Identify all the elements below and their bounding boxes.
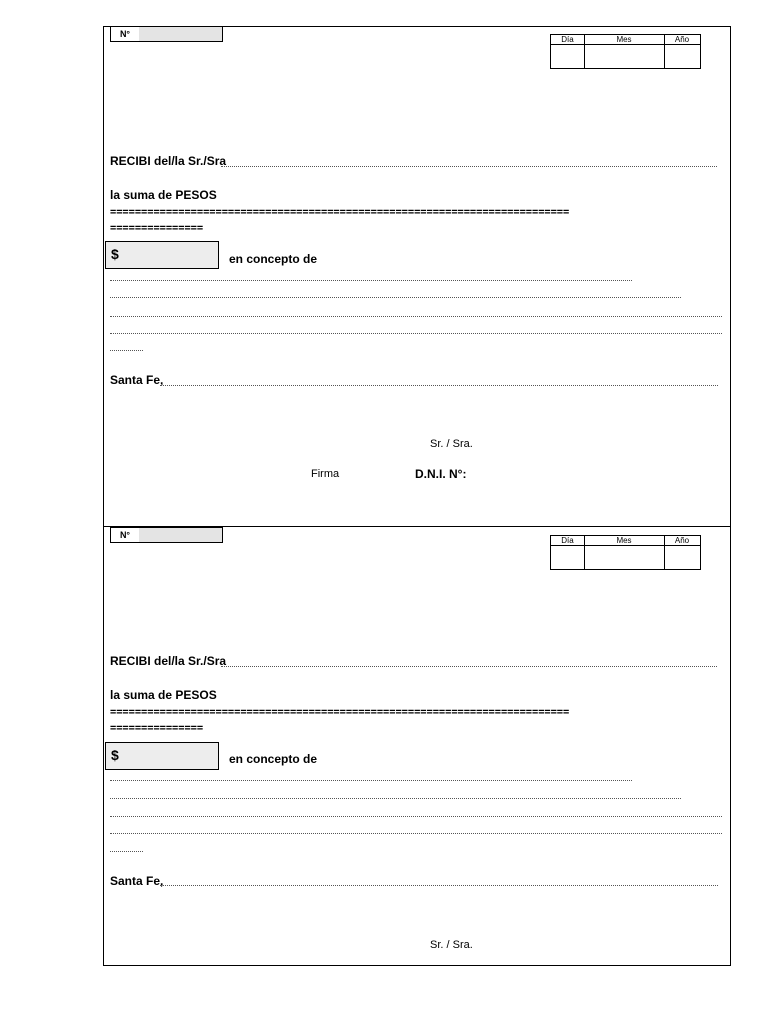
amount-equals-line: ===============	[110, 722, 204, 734]
concept-line[interactable]	[110, 833, 722, 834]
date-month-header: Mes	[584, 536, 664, 546]
concept-line[interactable]	[110, 798, 681, 799]
concept-line[interactable]	[110, 350, 143, 351]
concept-line[interactable]	[110, 280, 632, 281]
amount-equals-line: ===============	[110, 222, 204, 234]
receipt-number-label: N°	[111, 528, 139, 542]
amount-words-label: la suma de PESOS	[110, 688, 217, 702]
receipt-1	[0, 26, 768, 526]
receipt-number-box	[110, 527, 223, 543]
place-label: Santa Fe,	[110, 373, 164, 387]
concept-label: en concepto de	[229, 752, 318, 766]
date-day-cell[interactable]	[551, 546, 584, 569]
received-from-label: RECIBI del/la Sr./Sra	[110, 154, 227, 168]
amount-equals-line: ==========================================================================	[110, 206, 570, 218]
date-year-cell[interactable]	[665, 546, 700, 569]
date-year-cell[interactable]	[665, 45, 700, 68]
signatory-label: Sr. / Sra.	[430, 939, 473, 951]
date-year-header: Año	[664, 536, 700, 546]
receipt-number-field[interactable]	[139, 528, 222, 542]
concept-line[interactable]	[110, 816, 722, 817]
receipt-number-box	[110, 26, 223, 42]
signature-label: Firma	[311, 468, 340, 480]
place-date-line[interactable]	[160, 885, 718, 886]
date-month-header: Mes	[584, 35, 664, 45]
date-table	[550, 34, 701, 69]
concept-label: en concepto de	[229, 252, 318, 266]
date-table	[550, 535, 701, 570]
received-from-line[interactable]	[221, 166, 717, 167]
date-month-cell[interactable]	[585, 546, 664, 569]
concept-line[interactable]	[110, 333, 722, 334]
dni-label: D.N.I. N°:	[415, 467, 467, 481]
amount-box[interactable]	[105, 742, 219, 770]
concept-line[interactable]	[110, 780, 632, 781]
date-day-header: Día	[551, 35, 584, 45]
receipt-number-field[interactable]	[139, 27, 222, 41]
amount-box[interactable]	[105, 241, 219, 269]
dollar-sign: $	[111, 747, 119, 763]
amount-equals-line: ==========================================================================	[110, 706, 570, 718]
receipt-2	[0, 527, 768, 1027]
concept-line[interactable]	[110, 316, 722, 317]
received-from-line[interactable]	[221, 666, 717, 667]
place-label: Santa Fe,	[110, 874, 164, 888]
date-year-header: Año	[664, 35, 700, 45]
place-date-line[interactable]	[160, 385, 718, 386]
date-day-header: Día	[551, 536, 584, 546]
received-from-label: RECIBI del/la Sr./Sra	[110, 654, 227, 668]
date-month-cell[interactable]	[585, 45, 664, 68]
dollar-sign: $	[111, 246, 119, 262]
signatory-label: Sr. / Sra.	[430, 438, 473, 450]
date-day-cell[interactable]	[551, 45, 584, 68]
concept-line[interactable]	[110, 297, 681, 298]
amount-words-label: la suma de PESOS	[110, 188, 217, 202]
concept-line[interactable]	[110, 851, 143, 852]
receipt-number-label: N°	[111, 27, 139, 41]
